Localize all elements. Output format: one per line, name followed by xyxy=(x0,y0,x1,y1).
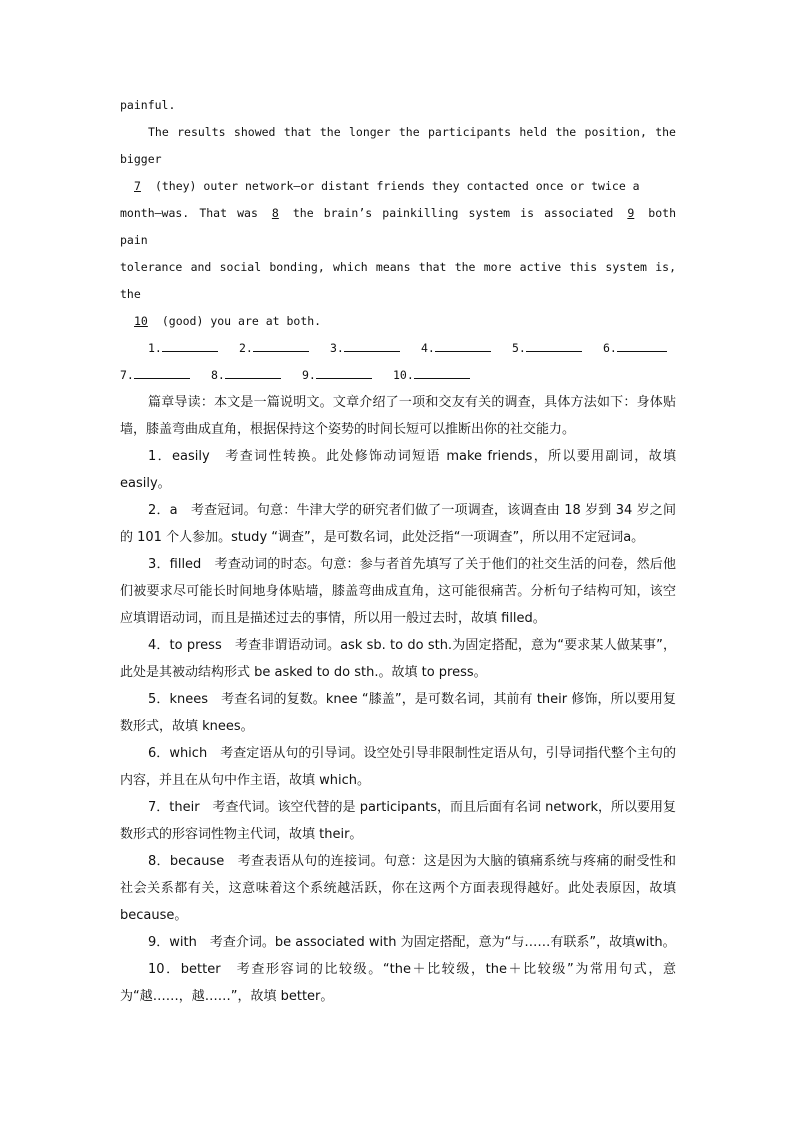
passage-line xyxy=(120,173,676,200)
answer-slot: 5. xyxy=(512,335,603,362)
passage-line: tolerance and social bonding, which means that the more active this system is, the xyxy=(120,260,676,301)
answer-slot: 2. xyxy=(239,335,330,362)
blank-7: 7 xyxy=(134,179,141,193)
answer-slot: 1. xyxy=(148,335,239,362)
passage-line: painful. xyxy=(120,98,176,112)
explanation-1: 1．easily 考查词性转换。此处修饰动词短语 make friends，所以要用副词，故填easily。 xyxy=(120,449,676,491)
blank-9: 9 xyxy=(627,206,635,220)
explanation-4: 4．to press 考查非谓语动词。ask sb. to do sth.为固定搭配，意为“要求某人做某事”，此处是其被动结构形式 be asked to do sth.。故填 to press。 xyxy=(120,638,676,680)
blank-10: 10 xyxy=(134,314,148,328)
passage-text: both pain xyxy=(120,206,676,247)
explanation-5: 5．knees 考查名词的复数。knee “膝盖”，是可数名词，其前有 their 修饰，所以要用复数形式，故填 knees。 xyxy=(120,692,676,734)
passage-line xyxy=(120,200,676,254)
explanation-8: 8．because 考查表语从句的连接词。句意：这是因为大脑的镇痛系统与疼痛的耐受性和社会关系都有关，这意味着这个系统越活跃，你在这两个方面表现得越好。此处表原因，故填 because。 xyxy=(120,854,676,923)
passage-line xyxy=(120,308,676,335)
passage-text: month—was. That was xyxy=(120,206,258,220)
explanation-3: 3．filled 考查动词的时态。句意：参与者首先填写了关于他们的社交生活的问卷，然后他们被要求尽可能长时间地身体贴墙，膝盖弯曲成直角，这可能很痛苦。分析句子结构可知，该空应填谓语动词，而且是描述过去的事情，所以用一般过去时，故填 filled。 xyxy=(120,557,676,626)
explanations xyxy=(120,443,676,1010)
passage-text: (they) outer network—or distant friends they contacted once or twice a xyxy=(154,179,640,193)
answer-slot: 4. xyxy=(421,335,512,362)
answer-slot: 9. xyxy=(302,362,393,389)
passage-guide: 篇章导读：本文是一篇说明文。文章介绍了一项和交友有关的调查，具体方法如下：身体贴墙，膝盖弯曲成直角，根据保持这个姿势的时间长短可以推断出你的社交能力。 xyxy=(120,395,676,437)
document-page xyxy=(120,92,676,1010)
explanation-7: 7．their 考查代词。该空代替的是 participants，而且后面有名词 network，所以要用复数形式的形容词性物主代词，故填 their。 xyxy=(120,800,676,842)
explanation-9: 9．with 考查介词。be associated with 为固定搭配，意为“与……有联系”，故填with。 xyxy=(148,935,676,950)
answer-slots-row-1 xyxy=(120,335,676,362)
passage-text: the brain’s painkilling system is associated xyxy=(292,206,614,220)
explanation-2: 2．a 考查冠词。句意：牛津大学的研究者们做了一项调查，该调查由 18 岁到 34 岁之间的 101 个人参加。study “调查”，是可数名词，此处泛指“一项调查”，所以用不定冠词a。 xyxy=(120,503,676,545)
explanation-10: 10．better 考查形容词的比较级。“the＋比较级，the＋比较级”为常用句式，意为“越……，越……”，故填 better。 xyxy=(120,962,676,1004)
answer-slot: 10. xyxy=(393,362,484,389)
blank-8: 8 xyxy=(271,206,279,220)
passage-text: (good) you are at both. xyxy=(161,314,322,328)
passage-line: The results showed that the longer the participants held the position, the bigger xyxy=(120,125,676,166)
answer-slot: 3. xyxy=(330,335,421,362)
answer-slot: 7. xyxy=(120,362,211,389)
answer-slot: 6. xyxy=(603,335,673,362)
answer-slot: 8. xyxy=(211,362,302,389)
explanation-6: 6．which 考查定语从句的引导词。设空处引导非限制性定语从句，引导词指代整个主句的内容，并且在从句中作主语，故填 which。 xyxy=(120,746,676,788)
answer-slots-row-2 xyxy=(120,362,676,389)
